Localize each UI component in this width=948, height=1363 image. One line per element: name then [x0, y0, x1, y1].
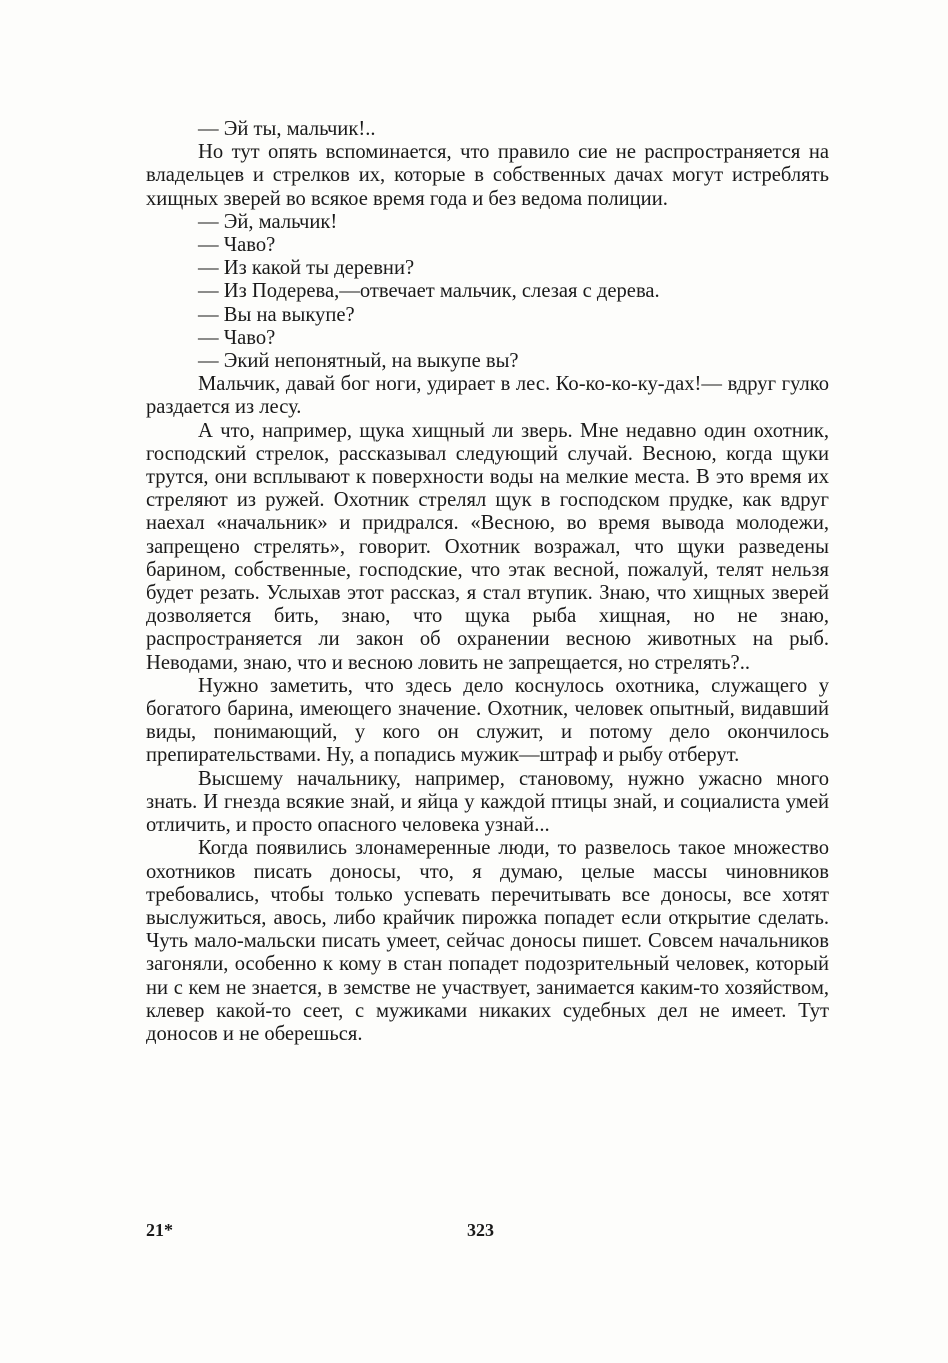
paragraph: Высшему начальнику, например, становому, нужно ужасно много знать. И гнезда всякие знай, и яйца у каждой птицы знай, и социалиста умей отличить, и просто опасного человека узнай... [146, 767, 829, 837]
paragraph: Но тут опять вспоминается, что правило сие не распространяется на владельцев и стрелков их, которые в собственных дачах могут истреблять хищных зверей во всякое время года и без ведома полиции. [146, 141, 829, 210]
paragraph: Мальчик, давай бог ноги, удирает в лес. Ко-ко-ко-ку-дах!— вдруг гулко раздается из лесу. [146, 373, 829, 419]
dialog-line: — Чаво? [198, 326, 276, 349]
dialog-line: — Из Подерева,—отвечает мальчик, слезая с дерева. [198, 280, 660, 303]
signature-mark: 21* [146, 1220, 173, 1240]
body-text [146, 118, 829, 1046]
dialog-line: — Чаво? [198, 234, 276, 257]
dialog-line: — Вы на выкупе? [198, 303, 355, 326]
dialog-line: — Эй ты, мальчик!.. [198, 118, 376, 140]
dialog-line: — Экий непонятный, на выкупе вы? [198, 350, 519, 373]
dialog-line: — Эй, мальчик! [198, 210, 338, 233]
paragraph: Когда появились злонамеренные люди, то развелось такое множество охотников писать доносы, что, я думаю, целые массы чиновников требовались, чтобы только успевать перечитывать все доносы, все хотят выслужиться, авось, либо крайчик пирожка попадет если открытие сделать. Чуть мало-мальски писать умеет, сейчас доносы пишет. Совсем начальников загоняли, особенно к кому в стан попадет подозрительный человек, который ни с кем не знается, в земстве не участвует, занимается каким-то хозяйством, клевер какой-то сеет, с мужиками никаких судебных дел не имеет. Тут доносов и не оберешься. [146, 837, 829, 1045]
paragraph: Нужно заметить, что здесь дело коснулось охотника, служащего у богатого барина, имеющего значение. Охотник, человек опытный, видавший виды, понимающий, у кого он служит, и потому дело окончилось препирательствами. Ну, а попадись мужик—штраф и рыбу отберут. [146, 674, 829, 767]
dialog-line: — Из какой ты деревни? [198, 257, 415, 280]
paragraph: А что, например, щука хищный ли зверь. Мне недавно один охотник, господский стрелок, рассказывал следующий случай. Весною, когда щуки трутся, они всплывают к поверхности воды на мелкие места. В это время их стреляют из ружей. Охотник стрелял щук в господском прудке, как вдруг наехал «начальник» и придрался. «Весною, во время вывода молодежи, запрещено стрелять», говорит. Охотник возражал, что щуки разведены барином, собственные, господские, что этак весной, пожалуй, телят нельзя будет резать. Услыхав этот рассказ, я стал втупик. Знаю, что хищных зверей дозволяется бить, знаю, что щука рыба хищная, но не знаю, распространяется ли закон об охранении весною животных на рыб. Неводами, знаю, что и весною ловить не запрещается, но стрелять?.. [146, 419, 829, 674]
page-number: 323 [467, 1220, 494, 1240]
page-footer [146, 1220, 829, 1246]
